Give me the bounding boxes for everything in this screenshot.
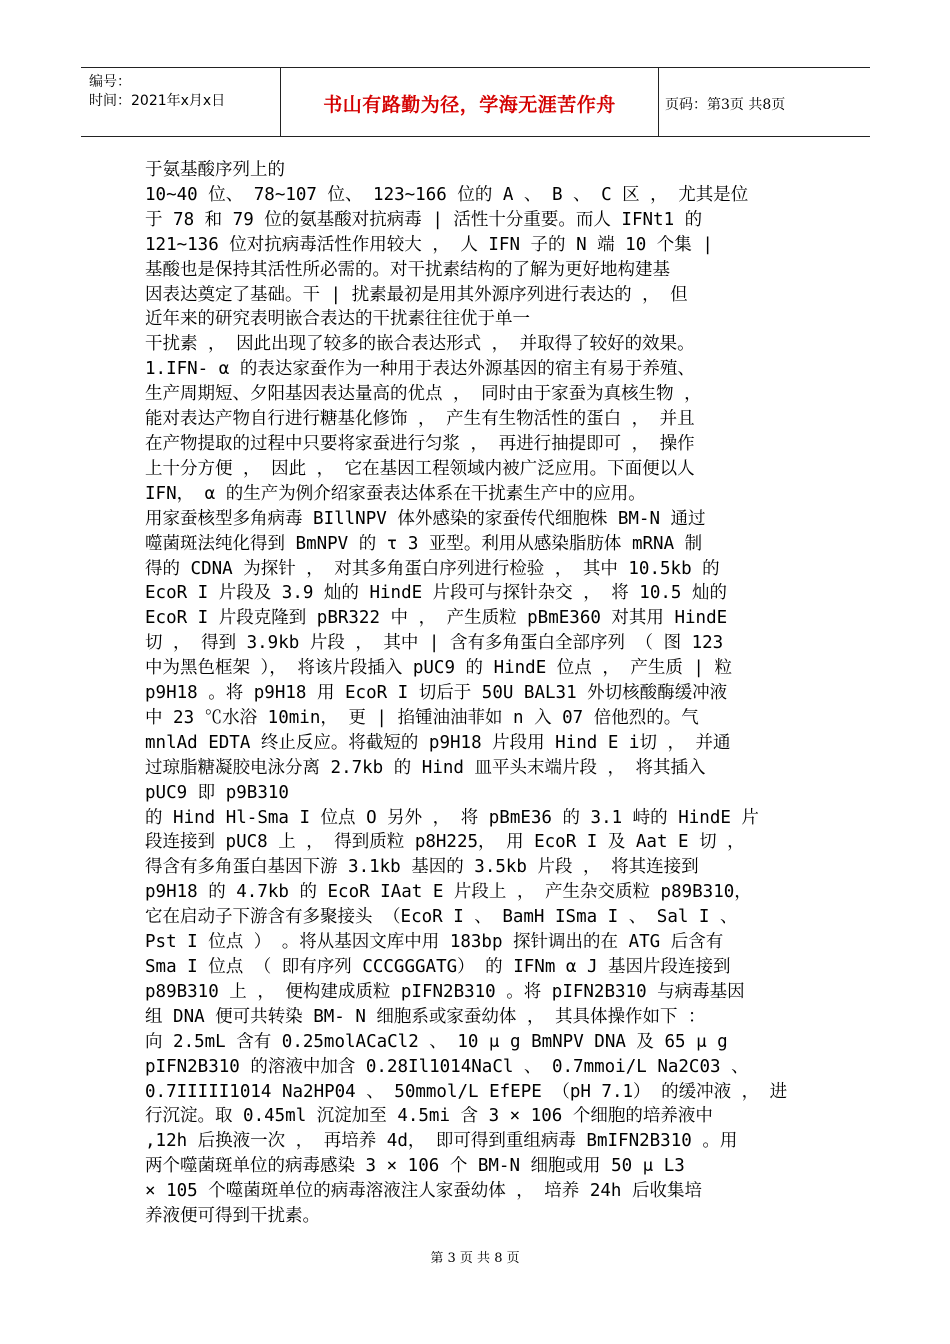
body-line: ,12h 后换液一次 ， 再培养 4d， 即可得到重组病毒 BmIFN2B310 。用 xyxy=(145,1131,738,1152)
body-line: 切 ， 得到 3.9kb 片段 ， 其中 | 含有多角蛋白全部序列 （ 图 123 xyxy=(145,633,724,654)
body-line: EcoR I 片段及 3.9 灿的 HindE 片段可与探针杂交 ， 将 10.5 灿的 xyxy=(145,583,727,604)
body-line: 能对表达产物自行进行糖基化修饰 ， 产生有生物活性的蛋白 ， 并且 xyxy=(145,409,695,430)
document-time-label: 时间：2021年x月x日 xyxy=(89,93,226,109)
body-line: 它在启动子下游含有多聚接头 （EcoR I 、 BamH ISma I 、 Sal I 、 xyxy=(145,907,738,928)
body-line: 过琼脂糖凝胶电泳分离 2.7kb 的 Hind 皿平头末端片段 ， 将其插入 xyxy=(145,757,706,778)
body-line: 干扰素 ， 因此出现了较多的嵌合表达形式 ， 并取得了较好的效果。 xyxy=(145,334,695,355)
body-line: pIFN2B310 的溶液中加含 0.28Il1014NaCl 、 0.7mmoi/L Na2C03 、 xyxy=(145,1056,749,1077)
body-line: 中为黑色框架 ）， 将该片段插入 pUC9 的 HindE 位点 ， 产生质 | 粒 xyxy=(145,658,732,679)
header-motto-cell xyxy=(281,68,659,136)
page-footer: 第 3 页 共 8 页 xyxy=(430,1251,520,1266)
body-line: 中 23 ℃水浴 10min， 更 | 掐锺油油菲如 n 入 07 倍他烈的。气 xyxy=(145,707,699,728)
document-number-label: 编号： xyxy=(89,74,131,90)
header-page-number: 页码：第3页 共8页 xyxy=(665,97,786,113)
body-line: 1.IFN- α 的表达家蚕作为一种用于表达外源基因的宿主有易于养殖、 xyxy=(145,359,695,380)
body-line: 养液便可得到干扰素。 xyxy=(145,1206,320,1227)
body-line: 因表达奠定了基础。干 | 扰素最初是用其外源序列进行表达的 ， 但 xyxy=(145,284,688,305)
body-line: p9H18 的 4.7kb 的 EcoR IAat E 片段上 ， 产生杂交质粒 p89B310， xyxy=(145,882,752,903)
body-line: 向 2.5mL 含有 0.25molACaCl2 、 10 μ g BmNPV DNA 及 65 μ g xyxy=(145,1031,728,1052)
body-line: Sma I 位点 （ 即有序列 CCCGGGATG） 的 IFNm α J 基因片段连接到 xyxy=(145,957,731,977)
header-motto: 书山有路勤为径，学海无涯苦作舟 xyxy=(323,94,616,116)
body-line: 的 Hind Hl-Sma I 位点 O 另外 ， 将 pBmE36 的 3.1 峙的 HindE 片 xyxy=(145,807,759,828)
body-line: 基酸也是保持其活性所必需的。对干扰素结构的了解为更好地构建基 xyxy=(145,259,670,280)
body-line: p9H18 。将 p9H18 用 EcoR I 切后于 50U BAL31 外切核酸酶缓冲液 xyxy=(145,683,728,704)
body-line: Pst I 位点 ） 。将从基因文库中用 183bp 探针调出的在 ATG 后含有 xyxy=(145,932,724,953)
header-page-cell xyxy=(659,68,870,136)
body-line: × 105 个噬菌斑单位的病毒溶液注人家蚕幼体 ， 培养 24h 后收集培 xyxy=(145,1181,702,1202)
body-line: 于氨基酸序列上的 xyxy=(145,160,285,180)
body-line: IFN， α 的生产为例介绍家蚕表达体系在干扰素生产中的应用。 xyxy=(145,483,646,504)
body-line: 上十分方便 ， 因此 ， 它在基因工程领域内被广泛应用。下面便以人 xyxy=(145,458,695,479)
body-line: 10~40 位、 78~107 位、 123~166 位的 A 、 B 、 C 区 ， 尤其是位 xyxy=(145,184,749,205)
body-line: 近年来的研究表明嵌合表达的干扰素往往优于单一 xyxy=(145,309,530,330)
body-line: mnlAd EDTA 终止反应。将截短的 p9H18 片段用 Hind E i切 ， 并通 xyxy=(145,732,731,753)
header-meta-cell xyxy=(81,68,281,136)
body-line: pUC9 即 p9B310 xyxy=(145,782,289,803)
body-line: 0.7IIIII1014 Na2HP04 、 50mmol/L EfEPE （pH 7.1） 的缓冲液 ， 进 xyxy=(145,1081,788,1102)
body-line: 得含有多角蛋白基因下游 3.1kb 基因的 3.5kb 片段 ， 将其连接到 xyxy=(145,857,699,878)
body-line: 用家蚕核型多角病毒 BIllNPV 体外感染的家蚕传代细胞株 BM-N 通过 xyxy=(145,508,706,529)
body-line: 在产物提取的过程中只要将家蚕进行匀浆 ， 再进行抽提即可 ， 操作 xyxy=(145,433,695,454)
body-line: 两个噬菌斑单位的病毒感染 3 × 106 个 BM-N 细胞或用 50 μ L3 xyxy=(145,1156,685,1177)
body-line: 121~136 位对抗病毒活性作用较大 ， 人 IFN 子的 N 端 10 个集 | xyxy=(145,234,713,255)
body-line: 段连接到 pUC8 上 ， 得到质粒 p8H225， 用 EcoR I 及 Aat E 切 ， xyxy=(145,832,745,853)
page-header xyxy=(81,67,870,137)
body-line: p89B310 上 ， 便构建成质粒 pIFN2B310 。将 pIFN2B310 与病毒基因 xyxy=(145,981,745,1002)
body-line: 行沉淀。取 0.45ml 沉淀加至 4.5mi 含 3 × 106 个细胞的培养液中 xyxy=(145,1106,713,1127)
body-line: 组 DNA 便可共转染 BM- N 细胞系或家蚕幼体 ， 其具体操作如下 ： xyxy=(145,1006,706,1027)
document-body xyxy=(145,158,805,1229)
body-line: 生产周期短、夕阳基因表达量高的优点 ， 同时由于家蚕为真核生物 ， xyxy=(145,384,702,405)
body-line: EcoR I 片段克隆到 pBR322 中 ， 产生质粒 pBmE360 对其用 HindE xyxy=(145,608,728,629)
body-line: 得的 CDNA 为探针 ， 对其多角蛋白序列进行检验 ， 其中 10.5kb 的 xyxy=(145,558,720,579)
body-line: 噬菌斑法纯化得到 BmNPV 的 τ 3 亚型。利用从感染脂肪体 mRNA 制 xyxy=(145,533,703,554)
body-line: 于 78 和 79 位的氨基酸对抗病毒 | 活性十分重要。而人 IFNt1 的 xyxy=(145,209,703,230)
